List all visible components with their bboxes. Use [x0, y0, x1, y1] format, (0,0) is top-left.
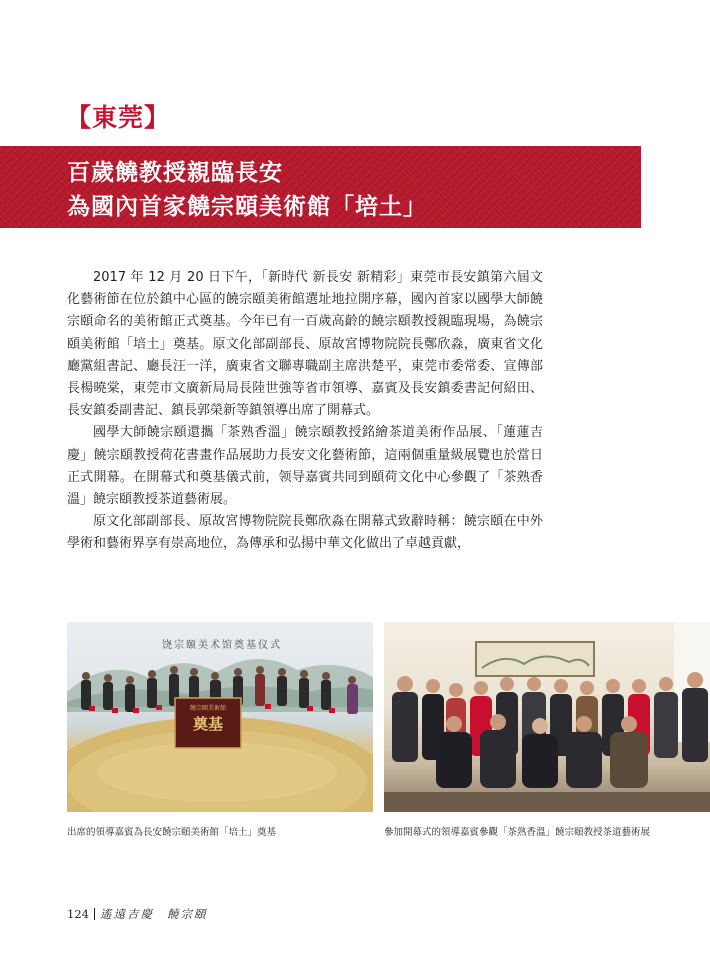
- title-band: [0, 146, 641, 228]
- section-tag: 【東莞】: [66, 103, 171, 132]
- article-title-line-2: 為國內首家饒宗頤美術館「培土」: [67, 193, 427, 220]
- page-number: 124: [67, 907, 89, 921]
- body-paragraph: 2017 年 12 月 20 日下午，「新時代 新長安 新精彩」東莞市長安鎮第六屆文化藝術節在位於鎮中心區的饒宗頤美術館選址地拉開序幕，國內首家以國學大師饒宗頤命名的美術館正式奠基。今年已有一百歲高齡的饒宗頤教授親臨現場，為饒宗頤美術館「培土」奠基。原文化部副部長、原故宮博物院院長鄭欣淼，廣東省文化廳黨組書記、廳長汪一洋，廣東省文聯專職副主席洪楚平，東莞市委常委、宣傳部長楊曉棠，東莞市文廣新局局長陸世強等省市領導、嘉賓及長安鎮委書記何紹田、長安鎮委副書記、鎮長郭榮新等鎮領導出席了開幕式。: [67, 270, 543, 419]
- plaque-main-text: 奠基: [192, 715, 224, 733]
- caption-right-photo: 參加開幕式的領導嘉賓參觀「茶熟香溫」饒宗頤教授茶道藝術展: [384, 827, 651, 838]
- footer-motto-1: 遙遠吉慶: [99, 907, 154, 921]
- footer-divider: [94, 908, 95, 920]
- body-paragraph: 國學大師饒宗頤還攜「茶熟香溫」饒宗頤教授銘繪茶道美術作品展、「蓮蓮吉慶」饒宗頤教授荷花書畫作品展助力長安文化藝術節，這兩個重量級展覽也於當日正式開幕。在開幕式和奠基儀式前，领导嘉賓共同到頤荷文化中心參觀了「茶熟香溫」饒宗頤教授茶道藝術展。: [67, 425, 543, 508]
- body-paragraph: 原文化部副部長、原故宮博物院院長鄭欣淼在開幕式致辭時稱：饒宗頤在中外學術和藝術界享有崇高地位，為傳承和弘揚中華文化做出了卓越貢獻，: [67, 514, 543, 552]
- article-title-line-1: 百歲饒教授親臨長安: [67, 159, 283, 186]
- article-body: [67, 267, 543, 556]
- ceremony-banner-text: 饶宗颐美术馆奠基仪式: [162, 640, 282, 651]
- plaque-top-text: 饒宗頤美術館: [189, 705, 227, 712]
- footer-motto-2: 饒宗頤: [166, 907, 208, 921]
- caption-left-photo: 出席的領導嘉賓為長安饒宗頤美術館「培土」奠基: [67, 827, 277, 838]
- photo-exhibition-group: [384, 622, 710, 812]
- page-footer: [67, 906, 207, 922]
- photo-groundbreaking: [67, 622, 373, 812]
